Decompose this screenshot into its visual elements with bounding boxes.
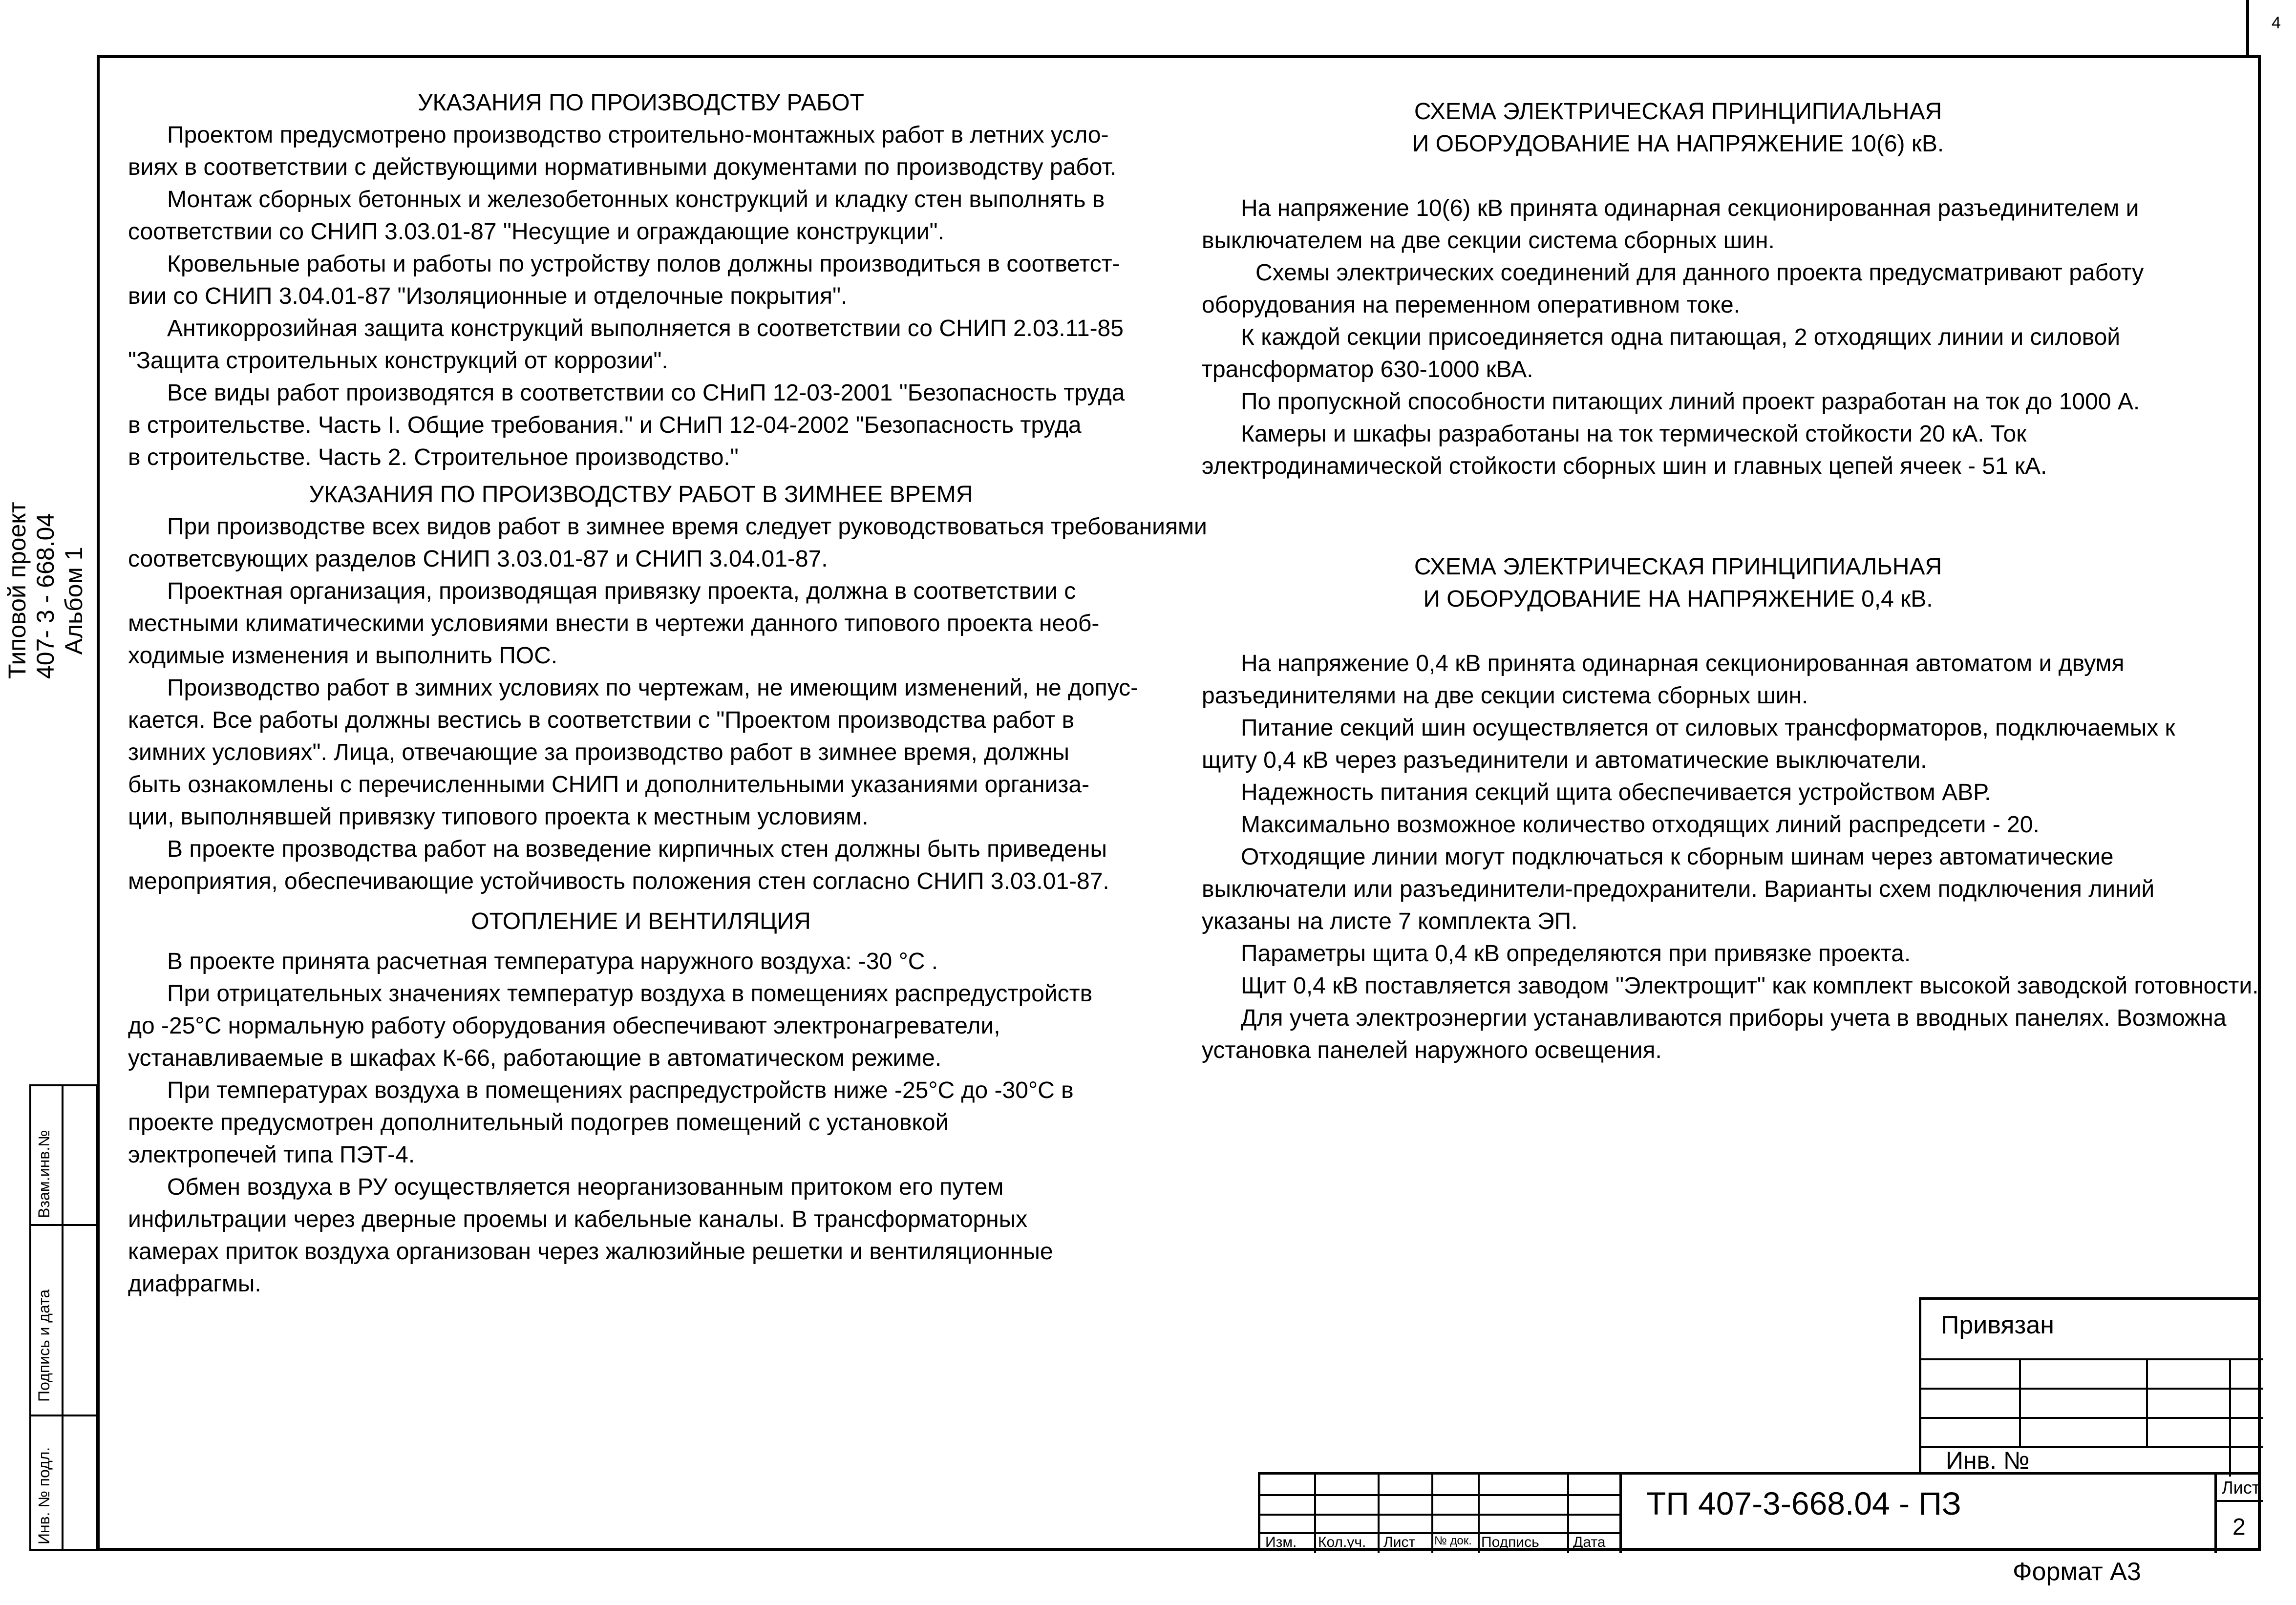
paragraph: Надежность питания секций щита обеспечивается устройством АВР. (1241, 780, 1991, 805)
paragraph: По пропускной способности питающих линий проект разработан на ток до 1000 А. (1241, 389, 2140, 415)
paragraph-cont: диафрагмы. (128, 1271, 261, 1297)
paragraph: К каждой секции присоединяется одна питающая, 2 отходящих линии и силовой (1241, 324, 2121, 350)
paragraph: Монтаж сборных бетонных и железобетонных конструкций и кладку стен выполнять в (167, 187, 1105, 212)
paragraph-cont: выключателем на две секции система сборных шин. (1202, 228, 1775, 253)
paragraph-cont: разъединителями на две секции система сборных шин. (1202, 683, 1808, 709)
tb-sheet-number: 2 (2232, 1514, 2246, 1540)
paragraph-cont: ходимые изменения и выполнить ПОС. (128, 643, 558, 669)
paragraph: Антикоррозийная защита конструкций выполняется в соответствии со СНИП 2.03.11-85 (167, 316, 1124, 341)
stamp-podpis (29, 1224, 98, 1416)
paragraph: При производстве всех видов работ в зимнее время следует руководствоваться требованиями (167, 514, 1207, 540)
paragraph: На напряжение 0,4 кВ принята одинарная секционированная автоматом и двумя (1241, 651, 2125, 676)
heading-04kv-line1: СХЕМА ЭЛЕКТРИЧЕСКАЯ ПРИНЦИПИАЛЬНАЯ (1414, 554, 1942, 580)
tb-no-dok: № док. (1434, 1534, 1472, 1547)
heading-heating: ОТОПЛЕНИЕ И ВЕНТИЛЯЦИЯ (471, 908, 811, 934)
paragraph: Кровельные работы и работы по устройству полов должны производиться в соответст- (167, 251, 1120, 277)
paragraph-cont: в строительстве. Часть I. Общие требования." и СНиП 12-04-2002 "Безопасность труда (128, 412, 1082, 438)
paragraph-cont: ции, выполнявшей привязку типового проекта к местным условиям. (128, 804, 869, 830)
paragraph-cont: оборудования на переменном оперативном токе. (1202, 292, 1741, 318)
paragraph-cont: устанавливаемые в шкафах К-66, работающие в автоматическом режиме. (128, 1045, 942, 1071)
inventory-label: Инв. № (1946, 1447, 2030, 1474)
paragraph-cont: вии со СНИП 3.04.01-87 "Изоляционные и отделочные покрытия". (128, 283, 848, 309)
paragraph-cont: инфильтрации через дверные проемы и кабельные каналы. В трансформаторных (128, 1206, 1028, 1232)
paragraph-cont: указаны на листе 7 комплекта ЭП. (1202, 908, 1578, 934)
paragraph: Щит 0,4 кВ поставляется заводом "Электрощит" как комплект высокой заводской готовности. (1241, 973, 2259, 999)
document-code: ТП 407-3-668.04 - ПЗ (1646, 1485, 1961, 1521)
paragraph-cont: электродинамической стойкости сборных шин и главных цепей ячеек - 51 кА. (1202, 453, 2047, 479)
paragraph: Максимально возможное количество отходящих линий распредсети - 20. (1241, 812, 2040, 838)
paragraph: Проектом предусмотрено производство строительно-монтажных работ в летних усло- (167, 122, 1109, 148)
paragraph-cont: камерах приток воздуха организован через жалюзийные решетки и вентиляционные (128, 1239, 1053, 1265)
paragraph-cont: "Защита строительных конструкций от коррозии". (128, 348, 668, 374)
paragraph: Обмен воздуха в РУ осуществляется неорганизованным притоком его путем (167, 1174, 1004, 1200)
paragraph: Питание секций шин осуществляется от силовых трансформаторов, подключаемых к (1241, 715, 2175, 741)
tb-kol-uch: Кол.уч. (1318, 1534, 1366, 1550)
paragraph: На напряжение 10(6) кВ принята одинарная секционированная разъединителем и (1241, 195, 2139, 221)
paragraph-cont: кается. Все работы должны вестись в соответствии с "Проектом производства работ в (128, 707, 1075, 733)
paragraph-cont: соответствии со СНИП 3.03.01-87 "Несущие и ограждающие конструкции". (128, 219, 944, 245)
paragraph-cont: соответсвующих разделов СНИП 3.03.01-87 и СНИП 3.04.01-87. (128, 546, 828, 572)
paragraph: Для учета электроэнергии устанавливаются приборы учета в вводных панелях. Возможна (1241, 1005, 2227, 1031)
tb-izm: Изм. (1265, 1534, 1297, 1550)
paragraph: Схемы электрических соединений для данного проекта предусматривают работу (1255, 260, 2144, 286)
paragraph-cont: местными климатическими условиями внести в чертежи данного типового проекта необ- (128, 611, 1100, 636)
paragraph: Все виды работ производятся в соответствии со СНиП 12-03-2001 "Безопасность труда (167, 380, 1125, 406)
paragraph-cont: зимних условиях". Лица, отвечающие за производство работ в зимнее время, должны (128, 739, 1069, 765)
paragraph: Проектная организация, производящая привязку проекта, должна в соответствии с (167, 578, 1076, 604)
paragraph: Производство работ в зимних условиях по чертежам, не имеющим изменений, не допус- (167, 675, 1139, 701)
paragraph: В проекте прозводства работ на возведение кирпичных стен должны быть приведены (167, 836, 1107, 862)
stamp-podpis-label: Подпись и дата (35, 1289, 53, 1402)
paragraph-cont: щиту 0,4 кВ через разъединители и автоматические выключатели. (1202, 747, 1927, 773)
paragraph: При температурах воздуха в помещениях распредустройств ниже -25°С до -30°С в (167, 1077, 1074, 1103)
paragraph: Параметры щита 0,4 кВ определяются при привязке проекта. (1241, 941, 1911, 967)
side-title-line1: Типовой проект (3, 502, 31, 679)
paragraph-cont: выключатели или разъединители-предохранители. Варианты схем подключения линий (1202, 876, 2155, 902)
paragraph-cont: быть ознакомлены с перечисленными СНИП и дополнительными указаниями организа- (128, 772, 1090, 798)
heading-works: УКАЗАНИЯ ПО ПРОИЗВОДСТВУ РАБОТ (418, 90, 864, 116)
binding-block (1919, 1297, 2261, 1474)
right-column (1202, 96, 2257, 1067)
left-column (128, 87, 1207, 1300)
stamp-vzam (29, 1084, 98, 1226)
paragraph-cont: до -25°С нормальную работу оборудования обеспечивают электронагреватели, (128, 1013, 1000, 1039)
paragraph: Камеры и шкафы разработаны на ток термической стойкости 20 кА. Ток (1241, 421, 2027, 447)
paragraph-cont: электропечей типа ПЭТ-4. (128, 1142, 415, 1168)
tb-data: Дата (1573, 1534, 1606, 1550)
tb-sheet-label: Лист (2222, 1478, 2260, 1498)
paragraph: Отходящие линии могут подключаться к сборным шинам через автоматические (1241, 844, 2114, 870)
stamp-vzam-label: Взам.инв.№ (35, 1130, 53, 1218)
binding-label: Привязан (1941, 1311, 2055, 1339)
heading-winter: УКАЗАНИЯ ПО ПРОИЗВОДСТВУ РАБОТ В ЗИМНЕЕ ВРЕМЯ (309, 482, 973, 507)
paragraph-cont: в строительстве. Часть 2. Строительное производство." (128, 444, 739, 470)
corner-sheet-number: 4 (2272, 14, 2281, 32)
stamp-inv-label: Инв. № подл. (35, 1447, 53, 1544)
tb-list: Лист (1383, 1534, 1416, 1550)
paragraph-cont: проекте предусмотрен дополнительный подогрев помещений с установкой (128, 1110, 949, 1136)
paragraph-cont: мероприятия, обеспечивающие устойчивость положения стен согласно СНИП 3.03.01-87. (128, 868, 1109, 894)
corner-divider (2246, 0, 2249, 55)
paragraph-cont: трансформатор 630-1000 кВА. (1202, 357, 1533, 382)
paragraph-cont: установка панелей наружного освещения. (1202, 1037, 1662, 1063)
side-title-line3: Альбом 1 (60, 547, 87, 655)
heading-10kv-line1: СХЕМА ЭЛЕКТРИЧЕСКАЯ ПРИНЦИПИАЛЬНАЯ (1414, 99, 1942, 125)
side-title-line2: 407- 3 - 668.04 (32, 513, 59, 679)
heading-04kv-line2: И ОБОРУДОВАНИЕ НА НАПРЯЖЕНИЕ 0,4 кВ. (1423, 586, 1933, 612)
paragraph-cont: виях в соответствии с действующими нормативными документами по производству работ. (128, 154, 1117, 180)
heading-10kv-line2: И ОБОРУДОВАНИЕ НА НАПРЯЖЕНИЕ 10(6) кВ. (1412, 131, 1944, 157)
stamp-inv (29, 1415, 98, 1551)
format-label: Формат А3 (2013, 1558, 2141, 1586)
paragraph: В проекте принята расчетная температура наружного воздуха: -30 °С . (167, 949, 938, 974)
paragraph: При отрицательных значениях температур воздуха в помещениях распредустройств (167, 981, 1093, 1007)
tb-podpis: Подпись (1481, 1534, 1539, 1550)
